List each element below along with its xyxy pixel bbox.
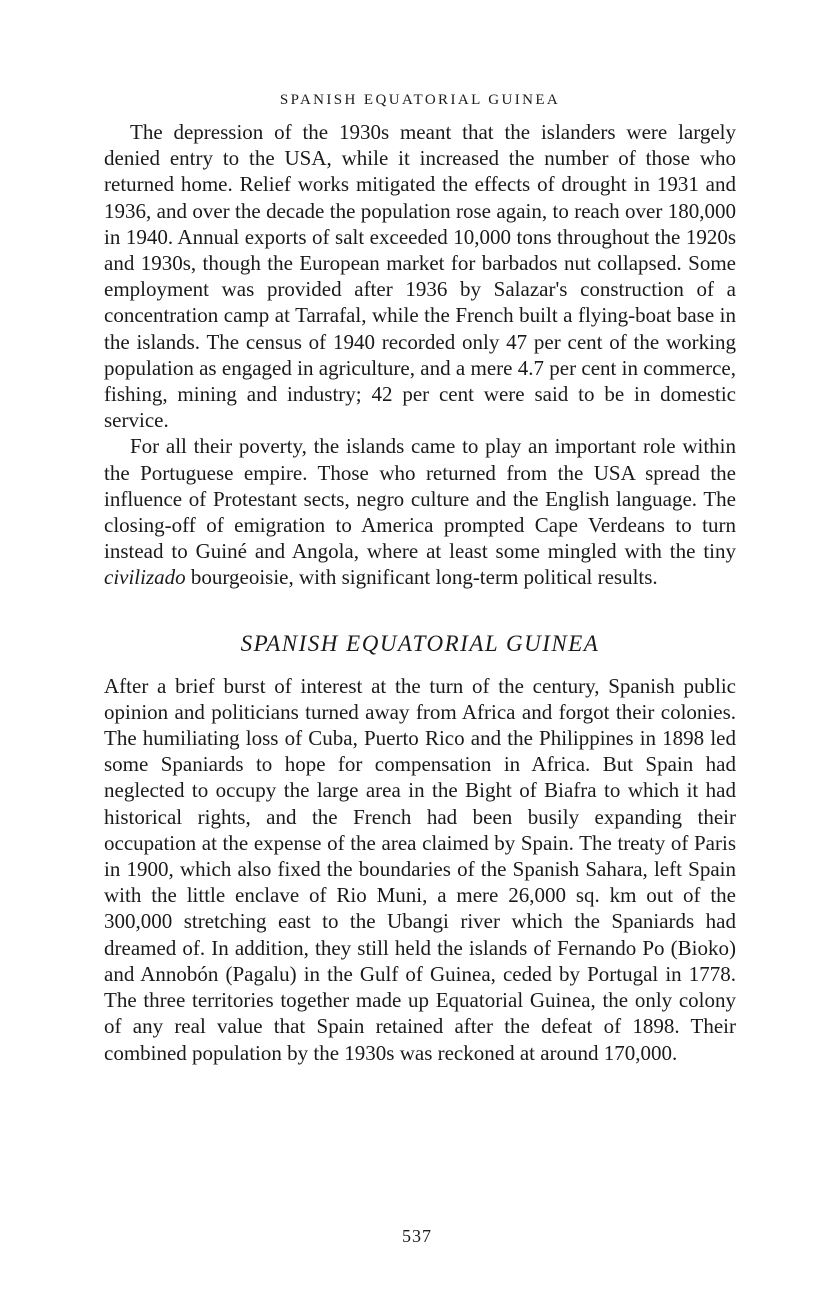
running-head: SPANISH EQUATORIAL GUINEA [279,92,561,108]
body-paragraph-2 [104,433,736,590]
section-paragraph: After a brief burst of interest at the turn of the century, Spanish public opinion and politicians turned away from Africa and forgot their colonies. The humiliating loss of Cuba, Puerto Rico and the Philippines in 1898 led some Spaniards to hope for compensation in Africa. But Spain had neglected to occupy the large area in the Bight of Biafra to which it had historical rights, and the French had been busily expanding their occupation at the expense of the area claimed by Spain. The treaty of Paris in 1900, which also fixed the boundaries of the Spanish Sahara, left Spain with the little enclave of Rio Muni, a mere 26,000 sq. km out of the 300,000 stretching east to the Ubangi river which the Spaniards had dreamed of. In addition, they still held the islands of Fernando Po (Bioko) and Annobón (Pagalu) in the Gulf of Guinea, ceded by Portugal in 1778. The three territories together made up Equatorial Guinea, the only colony of any real value that Spain retained after the defeat of 1898. Their combined population by the 1930s was reckoned at around 170,000. [104,673,736,1065]
italic-term: civilizado [104,565,186,590]
book-page [104,92,736,1066]
paragraph-2-text-a: For all their poverty, the islands came to play an important role within the Portuguese empire. Those who returned from the USA spread the influence of Protestant sects, negro culture and the English language. The closing-off of emigration to America prompted Cape Verdeans to turn instead to Guiné and Angola, where at least some mingled with the tiny [104,434,736,564]
page-number: 537 [402,1226,432,1246]
section-heading: SPANISH EQUATORIAL GUINEA [240,630,600,656]
paragraph-2-text-b: bourgeoisie, with significant long-term political results. [185,565,658,590]
body-paragraph-1: The depression of the 1930s meant that the islanders were largely denied entry to the USA, while it increased the number of those who returned home. Relief works mitigated the effects of drought in 1931 and 1936, and over the decade the population rose again, to reach over 180,000 in 1940. Annual exports of salt exceeded 10,000 tons throughout the 1920s and 1930s, though the European market for barbados nut collapsed. Some employment was provided after 1936 by Salazar's construction of a concentration camp at Tarrafal, while the French built a flying-boat base in the islands. The census of 1940 recorded only 47 per cent of the working population as engaged in agriculture, and a mere 4.7 per cent in commerce, fishing, mining and industry; 42 per cent were said to be in domestic service. [104,120,736,433]
